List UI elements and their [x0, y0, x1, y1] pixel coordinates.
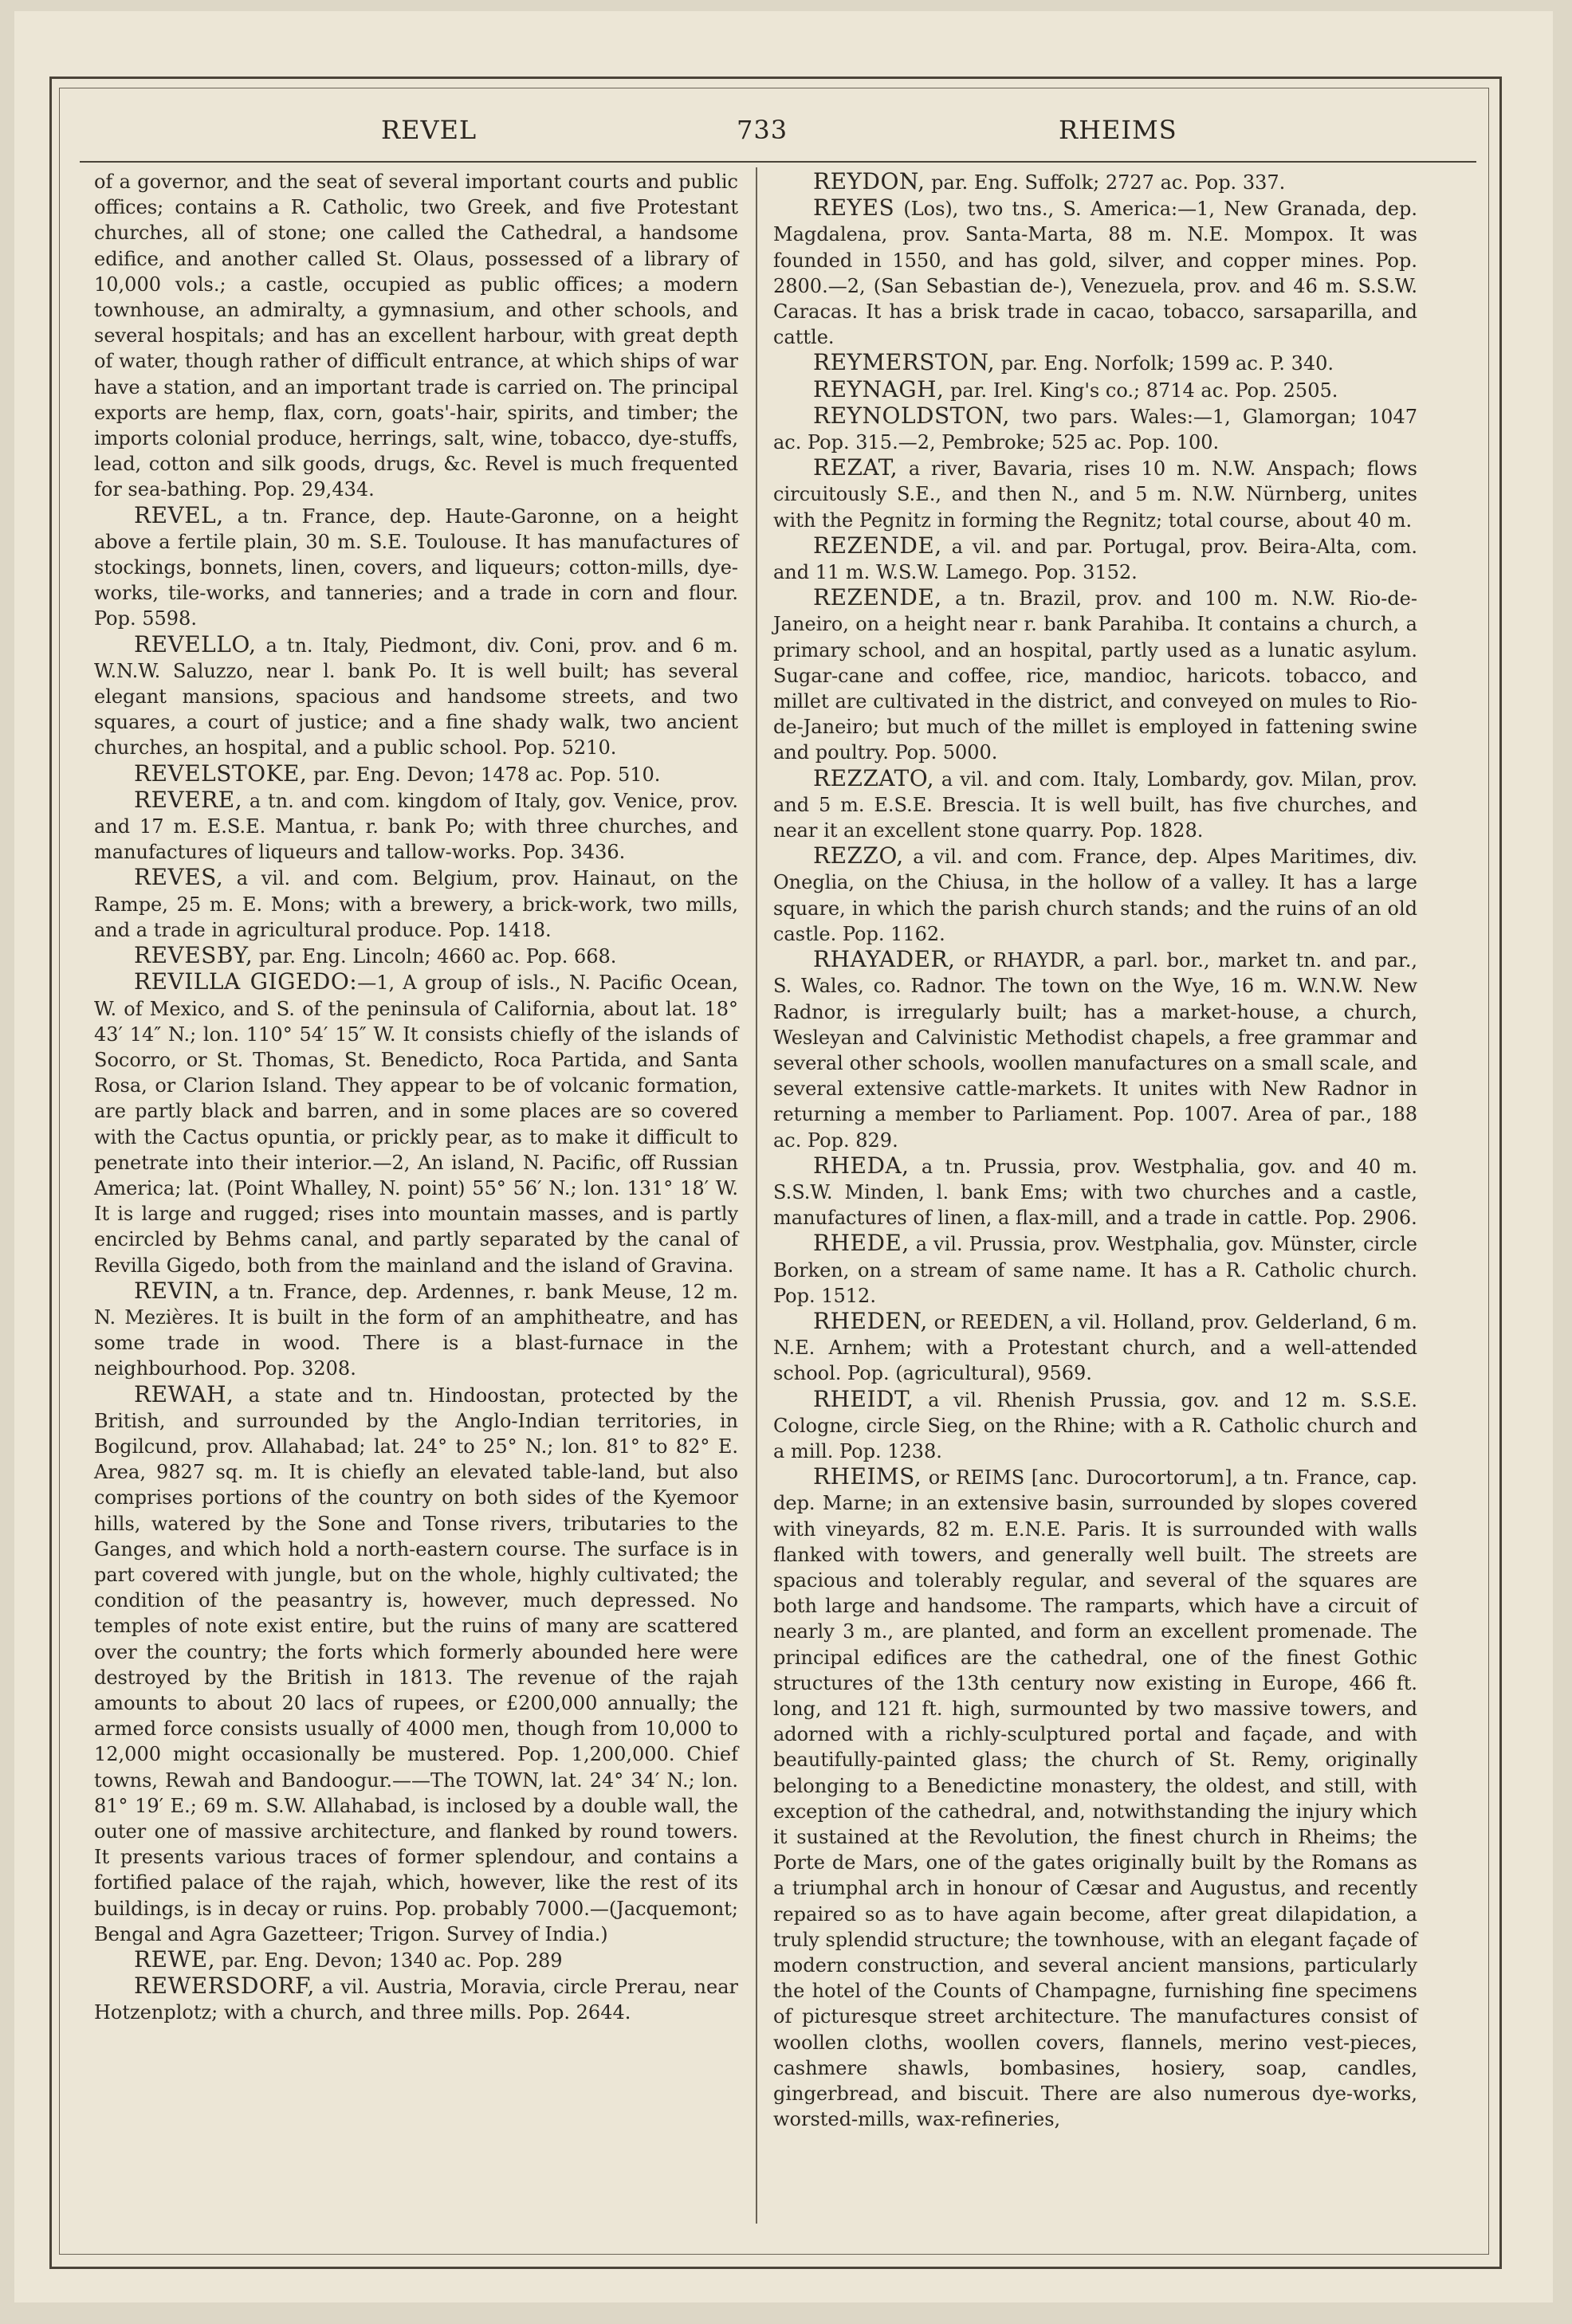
gazetteer-entry — [773, 377, 1417, 403]
gazetteer-entry — [94, 1973, 738, 2025]
entry-headword: RHEIDT, — [813, 1385, 914, 1412]
gazetteer-entry — [94, 943, 738, 969]
entry-text: a vil. and com. Italy, Lombardy, gov. Milan, prov. and 5 m. E.S.E. Brescia. It is well built, has five churches, and near it an excellent stone quarry. Pop. 1828. — [773, 767, 1417, 842]
right-column — [773, 169, 1417, 2132]
entry-text: a tn. Italy, Piedmont, div. Coni, prov. and 6 m. W.N.W. Saluzzo, near l. bank Po. It is well built; has several elegant mansions, spacious and handsome streets, and two squares, a court of justice; and a fine shady walk, two ancient churches, an hospital, and a public school. Pop. 5210. — [94, 634, 738, 760]
entry-headword: REVERE, — [134, 786, 243, 813]
header-rule — [80, 161, 1476, 163]
entry-text: or REIMS [anc. Durocortorum], a tn. France, cap. dep. Marne; in an extensive basin, surrounded by slopes covered with vineyards, 82 m. E.N.E. Paris. It is surrounded with walls flanked with towers, and generally well built. The streets are spacious and tolerably regular, and several of the squares are both large and handsome. The ramparts, which have a circuit of nearly 3 m., are planted, and form an excellent promenade. The principal edifices are the cathedral, one of the finest Gothic structures of the 13th century now existing in Europe, 466 ft. long, and 121 ft. high, surmounted by two massive towers, and adorned with a richly-sculptured portal and façade, and with beautifully-painted glass; the church of St. Remy, originally belonging to a Benedictine monastery, the oldest, and still, with exception of the cathedral, and, notwithstanding the injury which it sustained at the Revolution, the finest church in Rheims; the Porte de Mars, one of the gates originally built by the Romans as a triumphal arch in honour of Cæsar and Augustus, and recently repaired so as to have again become, after great dilapidation, a truly splendid structure; the townhouse, with an elegant façade of modern construction, and several ancient mansions, particularly the hotel of the Counts of Champagne, furnishing fine specimens of picturesque street architecture. The manufactures consist of woollen cloths, woollen covers, flannels, merino vest-pieces, cashmere shawls, bombasines, hosiery, soap, candles, gingerbread, and biscuit. There are also numerous dye-works, worsted-mills, wax-refineries, — [773, 1466, 1417, 2131]
gazetteer-entry — [773, 1153, 1417, 1231]
entry-text: par. Eng. Lincoln; 4660 ac. Pop. 668. — [253, 945, 617, 968]
entry-text: par. Eng. Suffolk; 2727 ac. Pop. 337. — [925, 171, 1286, 194]
entry-headword: REYES — [813, 194, 895, 222]
gazetteer-entry — [94, 761, 738, 787]
entry-text: a river, Bavaria, rises 10 m. N.W. Anspach; flows circuitously S.E., and then N., and 5 m. N.W. Nürnberg, unites with the Pegnitz in forming the Regnitz; total course, about 40 m. — [773, 457, 1417, 532]
entry-headword: RHEDEN, — [813, 1307, 928, 1334]
entry-text: a vil. Prussia, prov. Westphalia, gov. Münster, circle Borken, on a stream of same name. It has a R. Catholic church. Pop. 1512. — [773, 1233, 1417, 1307]
left-column — [94, 169, 738, 2026]
entry-headword: REYNAGH, — [813, 375, 945, 402]
entry-text: or REEDEN, a vil. Holland, prov. Gelderland, 6 m. N.E. Arnhem; with a Protestant church, and a well-attended school. Pop. (agricultural), 9569. — [773, 1310, 1417, 1385]
entry-text: a state and tn. Hindoostan, protected by the British, and surrounded by the Anglo-Indian territories, in Bogilcund, prov. Allahabad; lat. 24° to 25° N.; lon. 81° to 82° E. Area, 9827 sq. m. It is chiefly an elevated table-land, but also comprises portions of the country on both sides of the Kyemoor hills, watered by the Sone and Tonse rivers, tributaries to the Ganges, and which hold a north-eastern course. The surface is in part covered with jungle, but on the whole, highly cultivated; the condition of the peasantry is, however, much depressed. No temples of note exist entire, but the ruins of many are scattered over the country; the forts which formerly abounded here were destroyed by the British in 1813. The revenue of the rajah amounts to about 20 lacs of rupees, or £200,000 annually; the armed force consists usually of 4000 men, though from 10,000 to 12,000 might occasionally be mustered. Pop. 1,200,000. Chief towns, Rewah and Bandoogur.——The TOWN, lat. 24° 34′ N.; lon. 81° 19′ E.; 69 m. S.W. Allahabad, is inclosed by a double wall, the outer one of massive architecture, and flanked by round towers. It presents various traces of former splendour, and contains a fortified palace of the rajah, which, however, like the rest of its buildings, is in decay or ruins. Pop. probably 7000.—(Jacquemont; Bengal and Agra Gazetteer; Trigon. Survey of India.) — [94, 1384, 738, 1945]
entry-text: a vil. Rhenish Prussia, gov. and 12 m. S.S.E. Cologne, circle Sieg, on the Rhine; with a R. Catholic church and a mill. Pop. 1238. — [773, 1388, 1417, 1462]
entry-headword: REVIN, — [134, 1277, 220, 1304]
entry-headword: REZZATO, — [813, 764, 935, 791]
gazetteer-entry — [94, 865, 738, 943]
gazetteer-entry — [773, 533, 1417, 585]
entry-text: a tn. France, dep. Ardennes, r. bank Meuse, 12 m. N. Mezières. It is built in the form of an amphitheatre, and has some trade in wood. There is a blast-furnace in the neighbourhood. Pop. 3208. — [94, 1280, 738, 1380]
entry-text: par. Irel. King's co.; 8714 ac. Pop. 2505. — [944, 379, 1338, 402]
entry-headword: REZAT, — [813, 454, 898, 481]
gazetteer-entry — [94, 632, 738, 761]
entry-headword: REWAH, — [134, 1380, 234, 1407]
entry-text: a tn. Prussia, prov. Westphalia, gov. and 40 m. S.S.W. Minden, l. bank Ems; with two churches and a castle, manufactures of linen, a flax-mill, and a trade in cattle. Pop. 2906. — [773, 1155, 1417, 1230]
gazetteer-entry — [773, 169, 1417, 195]
entry-text: par. Eng. Devon; 1478 ac. Pop. 510. — [307, 763, 661, 786]
entry-headword: REVILLA GIGEDO: — [134, 968, 358, 995]
entry-headword: REYDON, — [813, 168, 926, 194]
page — [14, 11, 1553, 2302]
entry-text: a tn. Brazil, prov. and 100 m. N.W. Rio-de-Janeiro, on a height near r. bank Parahiba. It contains a church, a primary school, and an hospital, partly used as a lunatic asylum. Sugar-cane and coffee, rice, mandioc, haricots. tobacco, and millet are cultivated in the district, and conveyed on mules to Rio-de-Janeiro; but much of the millet is employed in fattening swine and poultry. Pop. 5000. — [773, 587, 1417, 764]
header-right-title: RHEIMS — [1059, 115, 1177, 145]
entry-headword: REZENDE, — [813, 532, 942, 559]
entry-headword: REWERSDORF, — [134, 1973, 315, 2000]
entry-text: a tn. and com. kingdom of Italy, gov. Venice, prov. and 17 m. E.S.E. Mantua, r. bank Po; with three churches, and manufactures of liqueurs and tallow-works. Pop. 3436. — [94, 789, 738, 864]
entry-headword: REYMERSTON, — [813, 349, 996, 376]
gazetteer-entry — [773, 455, 1417, 533]
gazetteer-entry — [773, 1387, 1417, 1465]
entry-text: a vil. Austria, Moravia, circle Prerau, near Hotzenplotz; with a church, and three mills. Pop. 2644. — [94, 1976, 738, 2024]
gazetteer-entry — [94, 1947, 738, 1973]
entry-headword: RHAYADER, — [813, 946, 956, 973]
running-header — [78, 115, 1478, 147]
entry-headword: REZENDE, — [813, 584, 942, 611]
gazetteer-entry — [773, 947, 1417, 1153]
gazetteer-entry — [773, 195, 1417, 350]
gazetteer-entry — [773, 843, 1417, 947]
entry-headword: REZZO, — [813, 842, 904, 870]
gazetteer-entry — [94, 169, 738, 503]
entry-text: par. Eng. Norfolk; 1599 ac. P. 340. — [995, 352, 1334, 375]
gazetteer-entry — [94, 1278, 738, 1382]
gazetteer-entry — [773, 1231, 1417, 1309]
entry-headword: RHEIMS, — [813, 1463, 922, 1490]
entry-text: of a governor, and the seat of several important courts and public offices; contains a R. Catholic, two Greek, and five Protestant churches, all of stone; one called the Cathedral, a handsome edifice, and another called St. Olaus, possessed of a library of 10,000 vols.; a castle, occupied as public offices; a modern townhouse, an admiralty, a gymnasium, and other schools, and several hospitals; and has an excellent harbour, with great depth of water, though rather of difficult entrance, at which ships of war have a station, and an important trade is carried on. The principal exports are hemp, flax, corn, goats'-hair, spirits, and timber; the imports colonial produce, herrings, salt, wine, tobacco, dye-stuffs, lead, cotton and silk goods, drugs, &c. Revel is much frequented for sea-bathing. Pop. 29,434. — [94, 171, 738, 501]
entry-headword: REVELSTOKE, — [134, 760, 308, 787]
entry-text: a vil. and com. France, dep. Alpes Maritimes, div. Oneglia, on the Chiusa, in the hollow of a valley. It has a large square, in which the parish church stands; and the ruins of an old castle. Pop. 1162. — [773, 846, 1417, 945]
gazetteer-entry — [94, 969, 738, 1278]
entry-text: (Los), two tns., S. America:—1, New Granada, dep. Magdalena, prov. Santa-Marta, 88 m. N.E. Mompox. It was founded in 1550, and has gold, silver, and copper mines. Pop. 2800.—2, (San Sebastian de-), Venezuela, prov. and 46 m. S.S.W. Caracas. It has a brisk trade in cacao, tobacco, sarsaparilla, and cattle. — [773, 198, 1417, 349]
gazetteer-entry — [773, 585, 1417, 765]
entry-text: two pars. Wales:—1, Glamorgan; 1047 ac. Pop. 315.—2, Pembroke; 525 ac. Pop. 100. — [773, 405, 1417, 454]
gazetteer-entry — [773, 350, 1417, 376]
gazetteer-entry — [773, 766, 1417, 844]
gazetteer-entry — [94, 787, 738, 866]
column-divider — [756, 167, 757, 2224]
entry-headword: REVEL, — [134, 501, 224, 528]
gazetteer-entry — [773, 1464, 1417, 2132]
page-number: 733 — [737, 115, 788, 145]
entry-text: par. Eng. Devon; 1340 ac. Pop. 289 — [215, 1949, 563, 1973]
entry-headword: REYNOLDSTON, — [813, 402, 1010, 429]
header-left-title: REVEL — [381, 115, 477, 145]
entry-headword: REVES, — [134, 864, 224, 891]
entry-headword: RHEDE, — [813, 1230, 910, 1257]
entry-headword: REVESBY, — [134, 942, 253, 969]
gazetteer-entry — [773, 1309, 1417, 1387]
gazetteer-entry — [773, 403, 1417, 455]
entry-headword: REVELLO, — [134, 630, 257, 658]
entry-text: or RHAYDR, a parl. bor., market tn. and par., S. Wales, co. Radnor. The town on the Wye, 16 m. W.N.W. New Radnor, is irregularly built; has a market-house, a church, Wesleyan and Calvinistic Methodist chapels, a free grammar and several other schools, woollen manufactures on a small scale, and several extensive cattle-markets. It unites with New Radnor in returning a member to Parliament. Pop. 1007. Area of par., 188 ac. Pop. 829. — [773, 949, 1417, 1152]
entry-text: —1, A group of isls., N. Pacific Ocean, W. of Mexico, and S. of the peninsula of California, about lat. 18° 43′ 14″ N.; lon. 110° 54′ 15″ W. It consists chiefly of the islands of Socorro, or St. Thomas, St. Benedicto, Roca Partida, and Santa Rosa, or Clarion Island. They appear to be of volcanic formation, are partly black and barren, and in some places are so covered with the Cactus opuntia, or prickly pear, as to make it difficult to penetrate into their interior.—2, An island, N. Pacific, off Russian America; lat. (Point Whalley, N. point) 55° 56′ N.; lon. 131° 18′ W. It is large and rugged; rises into mountain masses, and is partly encircled by Behms canal, and partly separated by the canal of Revilla Gigedo, both from the mainland and the island of Gravina. — [94, 972, 738, 1277]
gazetteer-entry — [94, 503, 738, 632]
entry-text: a vil. and par. Portugal, prov. Beira-Alta, com. and 11 m. W.S.W. Lamego. Pop. 3152. — [773, 535, 1417, 584]
entry-headword: RHEDA, — [813, 1152, 910, 1179]
entry-text: a tn. France, dep. Haute-Garonne, on a height above a fertile plain, 30 m. S.E. Toulouse. It has manufactures of stockings, bonnets, linen, covers, and liqueurs; cotton-mills, dye-works, tile-works, and tanneries; and a trade in corn and flour. Pop. 5598. — [94, 504, 738, 630]
gazetteer-entry — [94, 1382, 738, 1947]
entry-text: a vil. and com. Belgium, prov. Hainaut, on the Rampe, 25 m. E. Mons; with a brewery, a brick-work, two mills, and a trade in agricultural produce. Pop. 1418. — [94, 867, 738, 941]
entry-headword: REWE, — [134, 1946, 216, 1973]
